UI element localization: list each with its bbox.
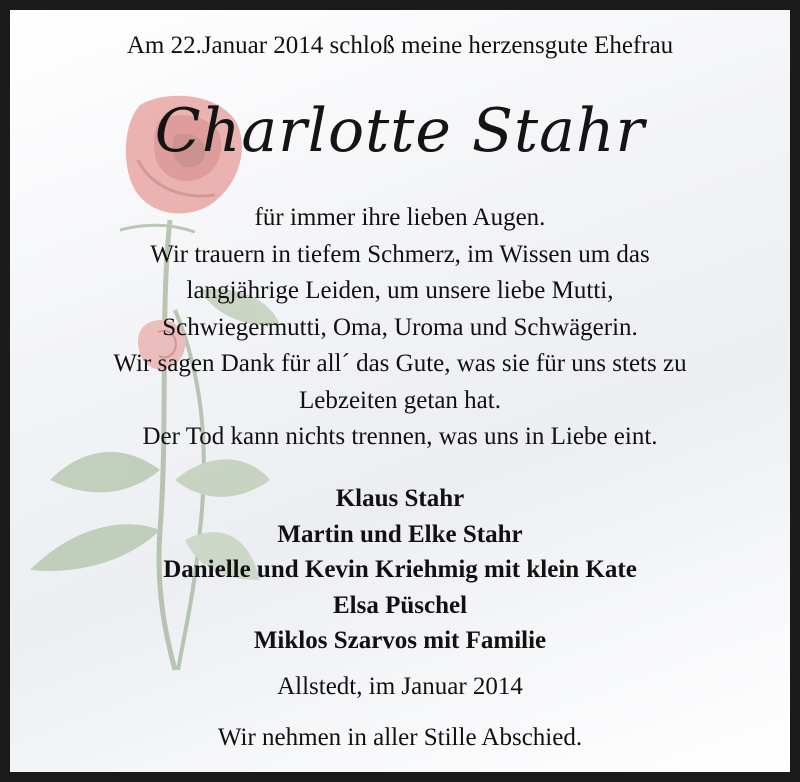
body-line: Wir trauern in tiefem Schmerz, im Wissen um das [150, 240, 650, 268]
body-line: Schwiegermutti, Oma, Uroma und Schwägerin. [162, 313, 638, 341]
deceased-name: Charlotte Stahr [154, 96, 646, 166]
mourner-name: Danielle und Kevin Kriehmig mit klein Kate [163, 556, 637, 583]
mourner-name: Miklos Szarvos mit Familie [253, 627, 547, 654]
mourners-list [10, 481, 790, 659]
place-date: Allstedt, im Januar 2014 [277, 673, 523, 700]
body-line: für immer ihre lieben Augen. [254, 204, 546, 231]
body-line: Der Tod kann nichts trennen, was uns in Liebe eint. [142, 423, 658, 450]
notice-body [10, 200, 790, 456]
intro-line: Am 22.Januar 2014 schloß meine herzensgute Ehefrau [126, 32, 674, 59]
closing-line: Wir nehmen in aller Stille Abschied. [217, 724, 583, 751]
body-line: Lebzeiten getan hat. [299, 386, 501, 414]
body-line: Wir sagen Dank für all´ das Gute, was sie für uns stets zu [113, 350, 687, 377]
body-line: langjährige Leiden, um unsere liebe Mutti, [186, 277, 614, 304]
mourner-name: Martin und Elke Stahr [277, 520, 523, 548]
notice-content [10, 10, 790, 772]
mourner-name: Elsa Püschel [332, 591, 468, 619]
mourner-name: Klaus Stahr [335, 485, 465, 512]
